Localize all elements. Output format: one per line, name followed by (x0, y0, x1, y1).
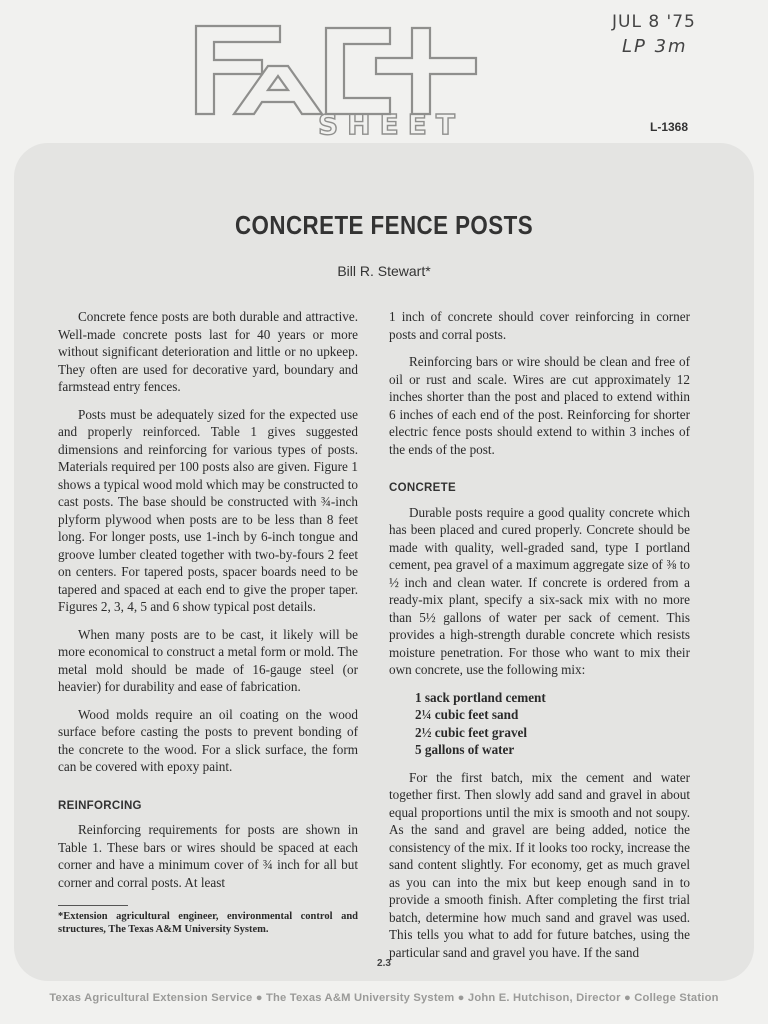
paragraph: Durable posts require a good quality concrete which has been placed and cured properly. Concrete should be made with quality, well-graded sand, type I portland cement, pea gravel of a maximum aggregate size of ⅜ to ½ inch and clean water. If concrete is ordered from a ready-mix plant, specify a six-sack mix with no more than 5½ gallons of water per sack of cement. This provides a high-strength durable concrete which resists moisture penetration. For those who want to mix their own concrete, use the following mix: (389, 504, 690, 677)
list-item: 2½ cubic feet gravel (415, 724, 528, 740)
paragraph: Posts must be adequately sized for the expected use and properly reinforced. Table 1 gives suggested dimensions and reinforcing for various types of posts. Materials required per 100 posts also are given. Figure 1 shows a typical wood mold which may be constructed to cast posts. The base should be constructed with ¾-inch plyform plywood when posts are to be less than 8 feet long. For longer posts, use 1-inch by 6-inch tongue and groove lumber cleated together with two-by-fours 2 feet on centers. For tapered posts, spacer boards need to be tapered and spaced at each end to give the proper taper. Figures 2, 3, 4, 5 and 6 show typical post details. (58, 406, 358, 614)
paragraph: When many posts are to be cast, it likely will be more economical to construct a metal form or mold. The metal mold should be made of 16-gauge steel (or heavier) for durability and ease of fabrication. (58, 626, 358, 694)
paragraph: For the first batch, mix the cement and water together first. Then slowly add sand and gravel in about equal proportions until the mix is smooth and not soupy. As the sand and gravel are being added, notice the consistency of the mix. If it looks too rocky, increase the sand content slightly. For economy, get as much gravel as you can into the mix but keep enough sand in to provide a smooth finish. After completing the first trial batch, determine how much sand and gravel was used. This tells you what to add for future batches, using the particular sand and gravel you have. If the sand (389, 769, 690, 960)
list-item: 1 sack portland cement (415, 689, 546, 705)
paragraph: 1 inch of concrete should cover reinforcing in corner posts and corral posts. (389, 309, 690, 342)
right-column (389, 308, 690, 971)
paragraph: Wood molds require an oil coating on the wood surface before casting the posts to prevent bonding of the concrete to the wood. For a slick surface, the form can be covered with epoxy paint. (58, 706, 358, 774)
section-heading-concrete: CONCRETE (389, 482, 456, 494)
fact-sheet-logo (176, 10, 496, 138)
list-item: 2¼ cubic feet sand (415, 707, 519, 722)
page-number: 2.3 (377, 958, 391, 969)
paragraph: Reinforcing requirements for posts are shown in Table 1. These bars or wires should be spaced at each corner and have a minimum cover of ¾ inch for all but corner and corral posts. At least (58, 822, 358, 890)
logo-sheet-text: SHEET (318, 108, 464, 138)
list-item: 5 gallons of water (415, 742, 515, 757)
section-heading-reinforcing: REINFORCING (58, 799, 142, 812)
stamp-date: JUL 8 '75 (612, 12, 696, 32)
page-title: CONCRETE FENCE POSTS (234, 210, 534, 240)
footnote: *Extension agricultural engineer, environmental control and structures, The Texas A&M University System. (58, 911, 358, 935)
paragraph: Concrete fence posts are both durable and attractive. Well-made concrete posts last for 40 years or more without significant deterioration and little or no upkeep. They often are used for decorative yard, boundary and farmstead entry fences. (58, 309, 358, 394)
footnote-divider (58, 905, 128, 906)
concrete-mix-list (415, 689, 690, 759)
paragraph: Reinforcing bars or wire should be clean and free of oil or rust and scale. Wires are cut approximately 12 inches shorter than the post and placed to extend within 6 inches of each end of the post. Reinforcing for shorter electric fence posts should extend to within 3 inches of the ends of the post. (389, 354, 690, 457)
date-stamp (612, 12, 742, 72)
publisher-footer: Texas Agricultural Extension Service ● The Texas A&M University System ● John E. Hutchison, Director ● College Station (49, 992, 719, 1004)
document-number: L-1368 (650, 120, 689, 134)
stamp-initials: LP 3m (622, 36, 688, 57)
author-line: Bill R. Stewart* (337, 263, 431, 279)
left-column (58, 308, 358, 936)
